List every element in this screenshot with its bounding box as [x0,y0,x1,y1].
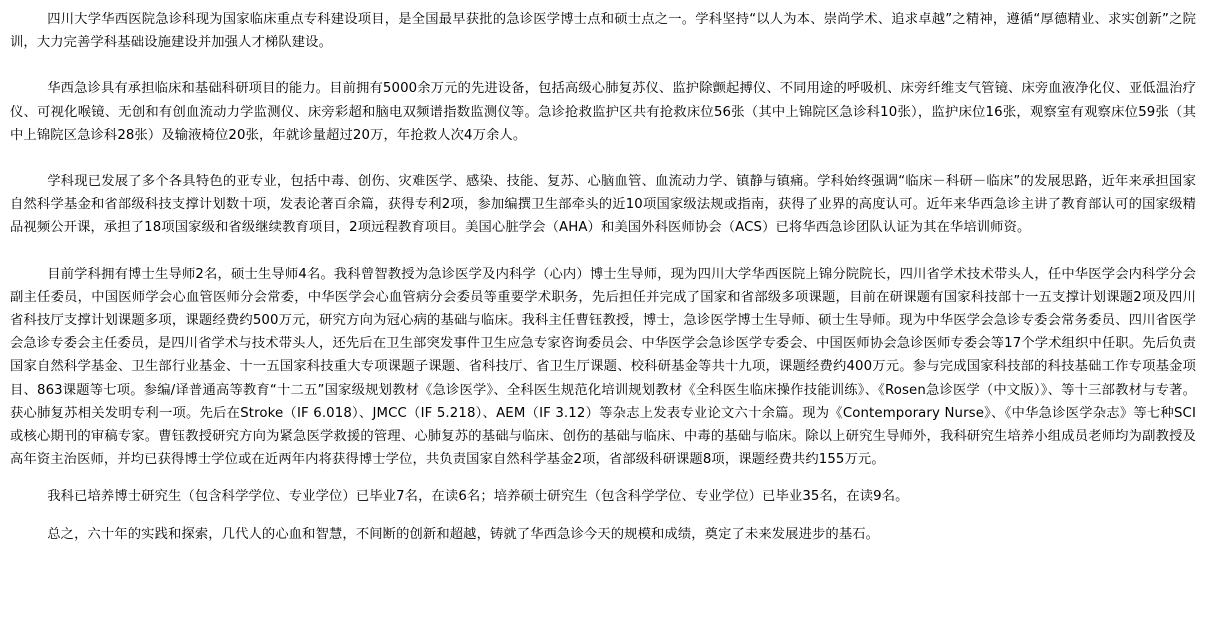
paragraph-supervisors: 目前学科拥有博士生导师2名，硕士生导师4名。我科曾智教授为急诊医学及内科学（心内）博士生导师，现为四川大学华西医院上锦分院院长，四川省学术技术带头人，任中华医学会内科学分会副主任委员，中国医师学会心血管医师分会常委，中华医学会心血管病分会委员等重要学术职务，先后担任并完成了国家和省部级多项课题，目前在研课题有国家科技部十一五支撑计划课题2项及四川省科技厅支撑计划课题多项，课题经费约500万元，研究方向为冠心病的基础与临床。我科主任曹钰教授，博士，急诊医学博士生导师、硕士生导师。现为中华医学会急诊专委会常务委员、四川省医学会急诊专委会主任委员，是四川省学术与技术带头人，还先后在卫生部突发事件卫生应急专家咨询委员会、中华医学会急诊医学专委会、中国医师协会急诊医师专委会等17个学术组织中任职。先后负责国家自然科学基金、卫生部行业基金、十一五国家科技重大专项课题子课题、省科技厅、省卫生厅课题、校科研基金等共十九项，课题经费约400万元。参与完成国家科技部的科技基础工作专项基金项目、863课题等七项。参编/译普通高等教育“十二五”国家级规划教材《急诊医学》、全科医生规范化培训规划教材《全科医生临床操作技能训练》、《Rosen急诊医学（中文版）》、等十三部教材与专著。获心肺复苏相关发明专利一项。先后在Stroke（IF 6.018）、JMCC（IF 5.218）、AEM（IF 3.12）等杂志上发表专业论文六十余篇。现为《Contemporary Nurse》、《中华急诊医学杂志》等七种SCI或核心期刊的审稿专家。曹钰教授研究方向为紧急医学救援的管理、心肺复苏的基础与临床、创伤的基础与临床、中毒的基础与临床。除以上研究生导师外，我科研究生培养小组成员老师均为副教授及高年资主治医师，并均已获得博士学位或在近两年内将获得博士学位，共负责国家自然科学基金2项，省部级科研课题8项，课题经费共约155万元。 [10,266,1196,468]
paragraph-subspecialties: 学科现已发展了多个各具特色的亚专业，包括中毒、创伤、灾难医学、感染、技能、复苏、心脑血管、血流动力学、镇静与镇痛。学科始终强调“临床－科研－临床”的发展思路，近年来承担国家自然科学基金和省部级科技支撑计划数十项，发表论著百余篇，获得专利2项，参加编撰卫生部牵头的近10项国家级法规或指南，获得了业界的高度认可。近年来华西急诊主讲了教育部认可的国家级精品视频公开课，承担了18项国家级和省级继续教育项目，2项远程教育项目。美国心脏学会（AHA）和美国外科医师协会（ACS）已将华西急诊团队认证为其在华培训师资。 [10,174,1196,236]
paragraph-equipment: 华西急诊具有承担临床和基础科研项目的能力。目前拥有5000余万元的先进设备，包括高级心肺复苏仪、监护除颤起搏仪、不同用途的呼吸机、床旁纤维支气管镜、床旁血液净化仪、亚低温治疗仪、可视化喉镜、无创和有创血流动力学监测仪、床旁彩超和脑电双频谱指数监测仪等。急诊抢救监护区共有抢救床位56张（其中上锦院区急诊科10张），监护床位16张，观察室有观察床位59张（其中上锦院区急诊科28张）及输液椅位20张，年就诊量超过20万，年抢救人次4万余人。 [10,81,1196,143]
paragraph-conclusion: 总之，六十年的实践和探索，几代人的心血和智慧，不间断的创新和超越，铸就了华西急诊今天的规模和成绩，奠定了未来发展进步的基石。 [47,526,880,542]
paragraph-intro: 四川大学华西医院急诊科现为国家临床重点专科建设项目，是全国最早获批的急诊医学博士点和硕士点之一。学科坚持“以人为本、崇尚学术、追求卓越”之精神，遵循“厚德精业、求实创新”之院训，大力完善学科基础设施建设并加强人才梯队建设。 [10,12,1196,51]
paragraph-graduates: 我科已培养博士研究生（包含科学学位、专业学位）已毕业7名，在读6名；培养硕士研究生（包含科学学位、专业学位）已毕业35名，在读9名。 [47,489,909,505]
